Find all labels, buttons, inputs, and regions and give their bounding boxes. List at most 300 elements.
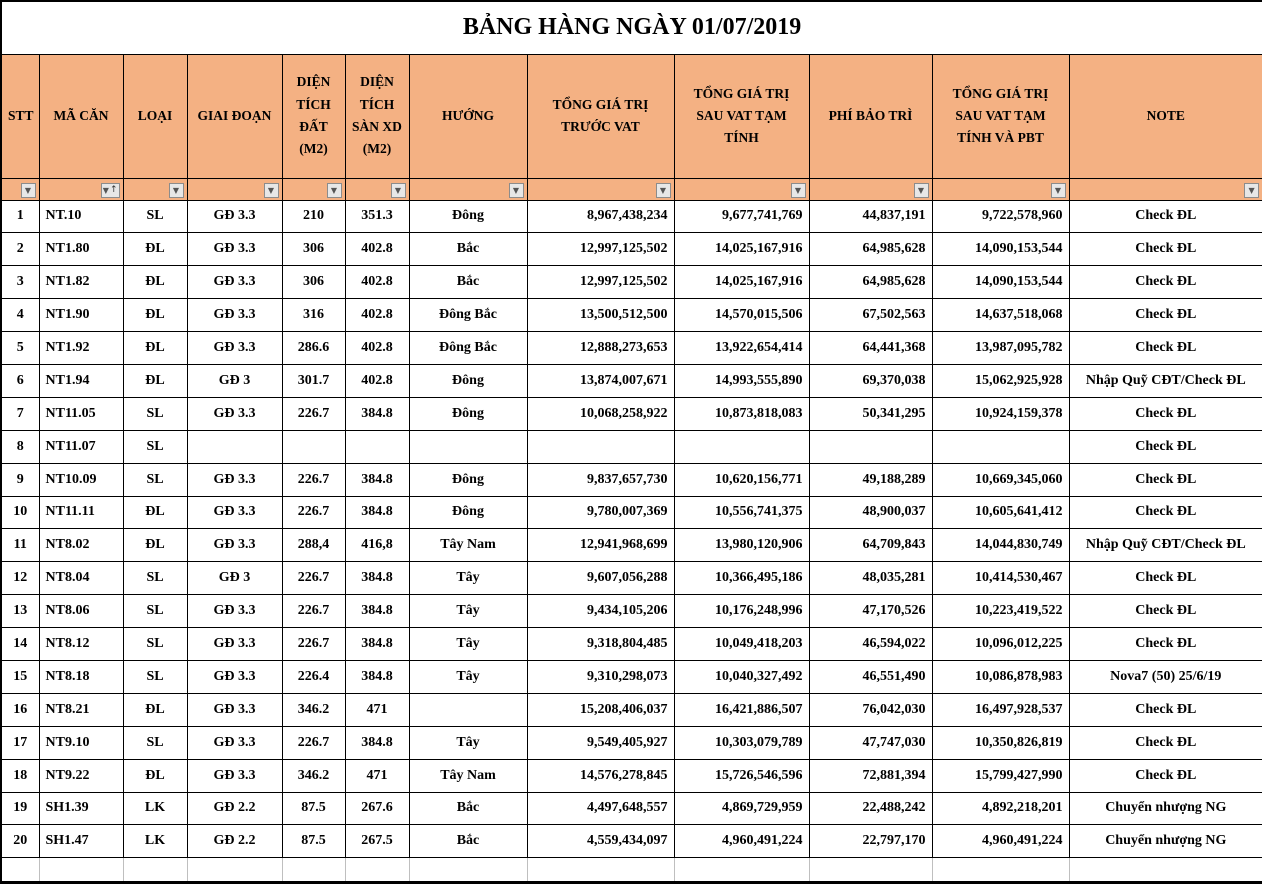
cell-giai_doan[interactable]: GĐ 3.3 [187, 726, 282, 759]
cell-sau_vat_pbt[interactable]: 10,605,641,412 [932, 496, 1069, 529]
cell-stt[interactable]: 6 [1, 364, 39, 397]
cell-loai[interactable]: SL [123, 628, 187, 661]
cell-dt_san[interactable]: 402.8 [345, 364, 409, 397]
cell-giai_doan[interactable]: GĐ 3.3 [187, 595, 282, 628]
cell-note[interactable]: Check ĐL [1069, 332, 1262, 365]
table-row [1, 660, 1262, 693]
cell-pbt[interactable]: 44,837,191 [809, 200, 932, 233]
cell-dt_san[interactable]: 384.8 [345, 660, 409, 693]
cell-sau_vat[interactable]: 14,570,015,506 [674, 299, 809, 332]
cell-sau_vat_pbt[interactable]: 15,799,427,990 [932, 759, 1069, 792]
cell-sau_vat[interactable]: 10,620,156,771 [674, 463, 809, 496]
cell-sau_vat_pbt[interactable]: 14,044,830,749 [932, 529, 1069, 562]
cell-sau_vat[interactable]: 4,869,729,959 [674, 792, 809, 825]
cell-loai[interactable]: ĐL [123, 332, 187, 365]
cell-dt_san[interactable]: 267.5 [345, 825, 409, 858]
filter-row [1, 178, 1262, 200]
cell-truoc_vat[interactable]: 8,967,438,234 [527, 200, 674, 233]
cell-note[interactable]: Check ĐL [1069, 233, 1262, 266]
cell-pbt[interactable]: 72,881,394 [809, 759, 932, 792]
empty-cell[interactable] [123, 858, 187, 883]
cell-loai[interactable]: LK [123, 825, 187, 858]
cell-ma_can[interactable]: NT8.04 [39, 562, 123, 595]
filter-dropdown-icon-dt_san[interactable]: ▼ [391, 183, 406, 198]
cell-dt_san[interactable]: 402.8 [345, 266, 409, 299]
filter-dropdown-icon-stt[interactable]: ▼ [21, 183, 36, 198]
cell-huong[interactable]: Tây [409, 595, 527, 628]
cell-sau_vat[interactable]: 10,873,818,083 [674, 397, 809, 430]
cell-dt_dat[interactable]: 226.4 [282, 660, 345, 693]
filter-dropdown-icon-note[interactable]: ▼ [1244, 183, 1259, 198]
cell-dt_san[interactable]: 384.8 [345, 397, 409, 430]
cell-stt[interactable]: 4 [1, 299, 39, 332]
cell-dt_san[interactable]: 384.8 [345, 496, 409, 529]
cell-note[interactable]: Check ĐL [1069, 299, 1262, 332]
filter-sorted-dropdown-icon-ma_can[interactable]: ▼ ↑ [101, 183, 120, 198]
cell-dt_dat[interactable]: 316 [282, 299, 345, 332]
cell-sau_vat[interactable]: 16,421,886,507 [674, 693, 809, 726]
cell-sau_vat_pbt[interactable]: 13,987,095,782 [932, 332, 1069, 365]
column-header-sau_vat: TỔNG GIÁ TRỊ SAU VAT TẠM TÍNH [674, 54, 809, 178]
cell-huong[interactable] [409, 693, 527, 726]
cell-pbt[interactable]: 22,488,242 [809, 792, 932, 825]
cell-sau_vat[interactable]: 15,726,546,596 [674, 759, 809, 792]
filter-cell-note [1069, 178, 1262, 200]
empty-row [1, 858, 1262, 883]
cell-loai[interactable]: SL [123, 726, 187, 759]
cell-truoc_vat[interactable]: 4,559,434,097 [527, 825, 674, 858]
cell-dt_san[interactable] [345, 430, 409, 463]
cell-truoc_vat[interactable]: 15,208,406,037 [527, 693, 674, 726]
cell-loai[interactable]: ĐL [123, 266, 187, 299]
cell-dt_dat[interactable]: 346.2 [282, 759, 345, 792]
cell-note[interactable]: Check ĐL [1069, 397, 1262, 430]
column-header-loai: LOẠI [123, 54, 187, 178]
cell-loai[interactable]: LK [123, 792, 187, 825]
cell-pbt[interactable] [809, 430, 932, 463]
cell-dt_san[interactable]: 384.8 [345, 595, 409, 628]
cell-truoc_vat[interactable]: 9,837,657,730 [527, 463, 674, 496]
cell-pbt[interactable]: 49,188,289 [809, 463, 932, 496]
cell-giai_doan[interactable]: GĐ 3.3 [187, 233, 282, 266]
filter-cell-sau_vat_pbt [932, 178, 1069, 200]
table-row [1, 496, 1262, 529]
cell-loai[interactable]: ĐL [123, 693, 187, 726]
cell-pbt[interactable]: 50,341,295 [809, 397, 932, 430]
cell-ma_can[interactable]: NT8.12 [39, 628, 123, 661]
column-header-sau_vat_pbt: TỔNG GIÁ TRỊ SAU VAT TẠM TÍNH VÀ PBT [932, 54, 1069, 178]
cell-huong[interactable]: Bắc [409, 233, 527, 266]
cell-sau_vat_pbt[interactable]: 14,637,518,068 [932, 299, 1069, 332]
column-header-pbt: PHÍ BẢO TRÌ [809, 54, 932, 178]
cell-pbt[interactable]: 46,551,490 [809, 660, 932, 693]
column-header-dt_san: DIỆN TÍCH SÀN XD (M2) [345, 54, 409, 178]
column-header-dt_dat: DIỆN TÍCH ĐẤT (M2) [282, 54, 345, 178]
filter-dropdown-icon-giai_doan[interactable]: ▼ [264, 183, 279, 198]
cell-giai_doan[interactable]: GĐ 3 [187, 562, 282, 595]
cell-stt[interactable]: 19 [1, 792, 39, 825]
filter-dropdown-icon-huong[interactable]: ▼ [509, 183, 524, 198]
cell-sau_vat_pbt[interactable]: 10,414,530,467 [932, 562, 1069, 595]
cell-truoc_vat[interactable] [527, 430, 674, 463]
cell-sau_vat_pbt[interactable]: 10,086,878,983 [932, 660, 1069, 693]
cell-sau_vat[interactable]: 14,025,167,916 [674, 266, 809, 299]
cell-dt_san[interactable]: 384.8 [345, 562, 409, 595]
filter-dropdown-icon-pbt[interactable]: ▼ [914, 183, 929, 198]
cell-note[interactable]: Check ĐL [1069, 463, 1262, 496]
cell-dt_dat[interactable]: 226.7 [282, 726, 345, 759]
cell-note[interactable]: Check ĐL [1069, 693, 1262, 726]
cell-giai_doan[interactable]: GĐ 3.3 [187, 660, 282, 693]
cell-ma_can[interactable]: NT10.09 [39, 463, 123, 496]
cell-pbt[interactable]: 76,042,030 [809, 693, 932, 726]
cell-pbt[interactable]: 47,747,030 [809, 726, 932, 759]
cell-giai_doan[interactable]: GĐ 3.3 [187, 693, 282, 726]
cell-dt_dat[interactable]: 286.6 [282, 332, 345, 365]
cell-giai_doan[interactable]: GĐ 3.3 [187, 200, 282, 233]
cell-ma_can[interactable]: NT1.80 [39, 233, 123, 266]
cell-ma_can[interactable]: NT11.11 [39, 496, 123, 529]
cell-dt_san[interactable]: 402.8 [345, 332, 409, 365]
cell-stt[interactable]: 13 [1, 595, 39, 628]
filter-dropdown-icon-truoc_vat[interactable]: ▼ [656, 183, 671, 198]
cell-stt[interactable]: 14 [1, 628, 39, 661]
cell-ma_can[interactable]: NT8.18 [39, 660, 123, 693]
cell-truoc_vat[interactable]: 9,780,007,369 [527, 496, 674, 529]
empty-cell[interactable] [282, 858, 345, 883]
cell-giai_doan[interactable]: GĐ 3.3 [187, 463, 282, 496]
cell-sau_vat_pbt[interactable]: 9,722,578,960 [932, 200, 1069, 233]
cell-dt_dat[interactable]: 87.5 [282, 792, 345, 825]
cell-truoc_vat[interactable]: 12,888,273,653 [527, 332, 674, 365]
cell-dt_dat[interactable]: 306 [282, 233, 345, 266]
cell-loai[interactable]: SL [123, 595, 187, 628]
cell-note[interactable]: Check ĐL [1069, 496, 1262, 529]
cell-dt_san[interactable]: 384.8 [345, 463, 409, 496]
cell-truoc_vat[interactable]: 12,997,125,502 [527, 266, 674, 299]
cell-note[interactable]: Check ĐL [1069, 595, 1262, 628]
cell-ma_can[interactable]: NT11.07 [39, 430, 123, 463]
cell-sau_vat_pbt[interactable]: 10,924,159,378 [932, 397, 1069, 430]
cell-truoc_vat[interactable]: 9,318,804,485 [527, 628, 674, 661]
empty-cell[interactable] [809, 858, 932, 883]
cell-dt_san[interactable]: 471 [345, 693, 409, 726]
cell-note[interactable]: Check ĐL [1069, 200, 1262, 233]
table-row [1, 200, 1262, 233]
cell-dt_dat[interactable]: 226.7 [282, 595, 345, 628]
cell-truoc_vat[interactable]: 4,497,648,557 [527, 792, 674, 825]
cell-note[interactable]: Check ĐL [1069, 759, 1262, 792]
empty-cell[interactable] [409, 858, 527, 883]
table-row [1, 430, 1262, 463]
cell-note[interactable]: Nhập Quỹ CĐT/Check ĐL [1069, 364, 1262, 397]
cell-pbt[interactable]: 67,502,563 [809, 299, 932, 332]
cell-sau_vat_pbt[interactable]: 10,096,012,225 [932, 628, 1069, 661]
cell-sau_vat_pbt[interactable]: 10,350,826,819 [932, 726, 1069, 759]
cell-dt_san[interactable]: 402.8 [345, 299, 409, 332]
cell-sau_vat_pbt[interactable] [932, 430, 1069, 463]
cell-giai_doan[interactable]: GĐ 3.3 [187, 299, 282, 332]
table-row [1, 332, 1262, 365]
cell-stt[interactable]: 10 [1, 496, 39, 529]
empty-cell[interactable] [527, 858, 674, 883]
cell-stt[interactable]: 1 [1, 200, 39, 233]
cell-ma_can[interactable]: NT1.82 [39, 266, 123, 299]
cell-dt_san[interactable]: 351.3 [345, 200, 409, 233]
cell-huong[interactable]: Đông Bắc [409, 299, 527, 332]
cell-dt_dat[interactable]: 210 [282, 200, 345, 233]
cell-dt_dat[interactable]: 346.2 [282, 693, 345, 726]
cell-sau_vat[interactable] [674, 430, 809, 463]
cell-sau_vat[interactable]: 10,556,741,375 [674, 496, 809, 529]
cell-pbt[interactable]: 48,900,037 [809, 496, 932, 529]
cell-dt_san[interactable]: 471 [345, 759, 409, 792]
cell-loai[interactable]: ĐL [123, 529, 187, 562]
cell-pbt[interactable]: 64,985,628 [809, 233, 932, 266]
cell-stt[interactable]: 20 [1, 825, 39, 858]
cell-dt_dat[interactable]: 301.7 [282, 364, 345, 397]
cell-dt_san[interactable]: 267.6 [345, 792, 409, 825]
cell-huong[interactable]: Đông [409, 364, 527, 397]
table-row [1, 693, 1262, 726]
filter-dropdown-icon-loai[interactable]: ▼ [169, 183, 184, 198]
table-row [1, 529, 1262, 562]
cell-dt_dat[interactable]: 226.7 [282, 562, 345, 595]
cell-ma_can[interactable]: NT11.05 [39, 397, 123, 430]
cell-note[interactable]: Check ĐL [1069, 562, 1262, 595]
cell-sau_vat[interactable]: 14,993,555,890 [674, 364, 809, 397]
cell-huong[interactable]: Đông [409, 200, 527, 233]
cell-giai_doan[interactable]: GĐ 3.3 [187, 496, 282, 529]
cell-note[interactable]: Check ĐL [1069, 628, 1262, 661]
cell-stt[interactable]: 8 [1, 430, 39, 463]
cell-loai[interactable]: SL [123, 430, 187, 463]
cell-stt[interactable]: 16 [1, 693, 39, 726]
cell-dt_san[interactable]: 384.8 [345, 726, 409, 759]
cell-truoc_vat[interactable]: 12,997,125,502 [527, 233, 674, 266]
cell-ma_can[interactable]: NT8.06 [39, 595, 123, 628]
cell-sau_vat[interactable]: 10,366,495,186 [674, 562, 809, 595]
cell-stt[interactable]: 2 [1, 233, 39, 266]
cell-sau_vat_pbt[interactable]: 14,090,153,544 [932, 266, 1069, 299]
cell-loai[interactable]: ĐL [123, 364, 187, 397]
cell-sau_vat_pbt[interactable]: 15,062,925,928 [932, 364, 1069, 397]
cell-loai[interactable]: SL [123, 463, 187, 496]
filter-dropdown-icon-sau_vat_pbt[interactable]: ▼ [1051, 183, 1066, 198]
filter-dropdown-icon-dt_dat[interactable]: ▼ [327, 183, 342, 198]
filter-cell-giai_doan [187, 178, 282, 200]
cell-note[interactable]: Check ĐL [1069, 266, 1262, 299]
cell-sau_vat[interactable]: 9,677,741,769 [674, 200, 809, 233]
cell-stt[interactable]: 9 [1, 463, 39, 496]
cell-stt[interactable]: 11 [1, 529, 39, 562]
cell-sau_vat_pbt[interactable]: 14,090,153,544 [932, 233, 1069, 266]
cell-sau_vat[interactable]: 13,980,120,906 [674, 529, 809, 562]
cell-sau_vat[interactable]: 10,176,248,996 [674, 595, 809, 628]
cell-ma_can[interactable]: NT.10 [39, 200, 123, 233]
cell-giai_doan[interactable]: GĐ 3.3 [187, 266, 282, 299]
cell-truoc_vat[interactable]: 14,576,278,845 [527, 759, 674, 792]
empty-cell[interactable] [39, 858, 123, 883]
cell-sau_vat[interactable]: 10,049,418,203 [674, 628, 809, 661]
cell-loai[interactable]: SL [123, 562, 187, 595]
column-header-note: NOTE [1069, 54, 1262, 178]
cell-stt[interactable]: 18 [1, 759, 39, 792]
table-row [1, 299, 1262, 332]
cell-note[interactable]: Nova7 (50) 25/6/19 [1069, 660, 1262, 693]
column-header-giai_doan: GIAI ĐOẠN [187, 54, 282, 178]
cell-truoc_vat[interactable]: 13,874,007,671 [527, 364, 674, 397]
cell-note[interactable]: Chuyển nhượng NG [1069, 825, 1262, 858]
cell-sau_vat_pbt[interactable]: 10,223,419,522 [932, 595, 1069, 628]
cell-sau_vat_pbt[interactable]: 4,960,491,224 [932, 825, 1069, 858]
cell-dt_dat[interactable]: 226.7 [282, 463, 345, 496]
table-row [1, 628, 1262, 661]
column-header-stt: STT [1, 54, 39, 178]
cell-giai_doan[interactable]: GĐ 3.3 [187, 628, 282, 661]
cell-loai[interactable]: SL [123, 200, 187, 233]
cell-truoc_vat[interactable]: 9,607,056,288 [527, 562, 674, 595]
cell-dt_dat[interactable]: 226.7 [282, 496, 345, 529]
cell-ma_can[interactable]: NT1.90 [39, 299, 123, 332]
cell-pbt[interactable]: 48,035,281 [809, 562, 932, 595]
cell-giai_doan[interactable]: GĐ 3.3 [187, 759, 282, 792]
cell-ma_can[interactable]: NT1.92 [39, 332, 123, 365]
cell-giai_doan[interactable]: GĐ 3.3 [187, 397, 282, 430]
cell-huong[interactable]: Bắc [409, 792, 527, 825]
cell-huong[interactable]: Bắc [409, 266, 527, 299]
cell-huong[interactable] [409, 430, 527, 463]
empty-cell[interactable] [345, 858, 409, 883]
cell-dt_dat[interactable] [282, 430, 345, 463]
cell-giai_doan[interactable] [187, 430, 282, 463]
cell-loai[interactable]: ĐL [123, 299, 187, 332]
cell-giai_doan[interactable]: GĐ 3.3 [187, 529, 282, 562]
cell-giai_doan[interactable]: GĐ 2.2 [187, 825, 282, 858]
cell-dt_dat[interactable]: 226.7 [282, 397, 345, 430]
cell-pbt[interactable]: 64,441,368 [809, 332, 932, 365]
cell-dt_san[interactable]: 384.8 [345, 628, 409, 661]
filter-dropdown-icon-sau_vat[interactable]: ▼ [791, 183, 806, 198]
cell-dt_dat[interactable]: 306 [282, 266, 345, 299]
cell-loai[interactable]: ĐL [123, 496, 187, 529]
cell-huong[interactable]: Tây [409, 628, 527, 661]
cell-note[interactable]: Nhập Quỹ CĐT/Check ĐL [1069, 529, 1262, 562]
column-header-ma_can: MÃ CĂN [39, 54, 123, 178]
cell-truoc_vat[interactable]: 9,434,105,206 [527, 595, 674, 628]
cell-loai[interactable]: ĐL [123, 759, 187, 792]
cell-huong[interactable]: Tây [409, 562, 527, 595]
cell-pbt[interactable]: 69,370,038 [809, 364, 932, 397]
cell-note[interactable]: Check ĐL [1069, 430, 1262, 463]
cell-pbt[interactable]: 46,594,022 [809, 628, 932, 661]
cell-ma_can[interactable]: SH1.39 [39, 792, 123, 825]
cell-sau_vat[interactable]: 13,922,654,414 [674, 332, 809, 365]
cell-dt_san[interactable]: 402.8 [345, 233, 409, 266]
cell-huong[interactable]: Tây Nam [409, 529, 527, 562]
cell-truoc_vat[interactable]: 9,310,298,073 [527, 660, 674, 693]
cell-truoc_vat[interactable]: 12,941,968,699 [527, 529, 674, 562]
cell-note[interactable]: Chuyển nhượng NG [1069, 792, 1262, 825]
cell-truoc_vat[interactable]: 13,500,512,500 [527, 299, 674, 332]
cell-sau_vat_pbt[interactable]: 16,497,928,537 [932, 693, 1069, 726]
cell-ma_can[interactable]: SH1.47 [39, 825, 123, 858]
empty-cell[interactable] [1, 858, 39, 883]
cell-truoc_vat[interactable]: 10,068,258,922 [527, 397, 674, 430]
cell-huong[interactable]: Đông [409, 463, 527, 496]
filter-cell-stt [1, 178, 39, 200]
cell-giai_doan[interactable]: GĐ 2.2 [187, 792, 282, 825]
cell-stt[interactable]: 12 [1, 562, 39, 595]
cell-dt_dat[interactable]: 288,4 [282, 529, 345, 562]
cell-huong[interactable]: Tây [409, 660, 527, 693]
empty-cell[interactable] [674, 858, 809, 883]
cell-huong[interactable]: Tây [409, 726, 527, 759]
cell-loai[interactable]: ĐL [123, 233, 187, 266]
cell-truoc_vat[interactable]: 9,549,405,927 [527, 726, 674, 759]
cell-dt_dat[interactable]: 87.5 [282, 825, 345, 858]
filter-cell-dt_san [345, 178, 409, 200]
cell-sau_vat_pbt[interactable]: 10,669,345,060 [932, 463, 1069, 496]
cell-loai[interactable]: SL [123, 397, 187, 430]
cell-giai_doan[interactable]: GĐ 3 [187, 364, 282, 397]
cell-pbt[interactable]: 22,797,170 [809, 825, 932, 858]
empty-cell[interactable] [1069, 858, 1262, 883]
cell-pbt[interactable]: 64,709,843 [809, 529, 932, 562]
cell-sau_vat_pbt[interactable]: 4,892,218,201 [932, 792, 1069, 825]
cell-note[interactable]: Check ĐL [1069, 726, 1262, 759]
cell-ma_can[interactable]: NT9.22 [39, 759, 123, 792]
cell-stt[interactable]: 15 [1, 660, 39, 693]
cell-sau_vat[interactable]: 4,960,491,224 [674, 825, 809, 858]
table-row [1, 266, 1262, 299]
cell-ma_can[interactable]: NT8.02 [39, 529, 123, 562]
title-row [1, 1, 1262, 54]
cell-huong[interactable]: Tây Nam [409, 759, 527, 792]
table-row [1, 825, 1262, 858]
cell-sau_vat[interactable]: 10,040,327,492 [674, 660, 809, 693]
empty-cell[interactable] [187, 858, 282, 883]
cell-sau_vat[interactable]: 10,303,079,789 [674, 726, 809, 759]
cell-stt[interactable]: 7 [1, 397, 39, 430]
column-header-huong: HƯỚNG [409, 54, 527, 178]
cell-dt_dat[interactable]: 226.7 [282, 628, 345, 661]
empty-cell[interactable] [932, 858, 1069, 883]
table-row [1, 759, 1262, 792]
cell-pbt[interactable]: 47,170,526 [809, 595, 932, 628]
cell-huong[interactable]: Đông [409, 496, 527, 529]
cell-stt[interactable]: 17 [1, 726, 39, 759]
cell-ma_can[interactable]: NT8.21 [39, 693, 123, 726]
cell-pbt[interactable]: 64,985,628 [809, 266, 932, 299]
cell-giai_doan[interactable]: GĐ 3.3 [187, 332, 282, 365]
cell-huong[interactable]: Bắc [409, 825, 527, 858]
cell-stt[interactable]: 3 [1, 266, 39, 299]
cell-ma_can[interactable]: NT9.10 [39, 726, 123, 759]
cell-huong[interactable]: Đông Bắc [409, 332, 527, 365]
cell-huong[interactable]: Đông [409, 397, 527, 430]
cell-dt_san[interactable]: 416,8 [345, 529, 409, 562]
cell-sau_vat[interactable]: 14,025,167,916 [674, 233, 809, 266]
cell-stt[interactable]: 5 [1, 332, 39, 365]
header-row [1, 54, 1262, 178]
table-row [1, 595, 1262, 628]
table-row [1, 397, 1262, 430]
filter-cell-dt_dat [282, 178, 345, 200]
cell-loai[interactable]: SL [123, 660, 187, 693]
cell-ma_can[interactable]: NT1.94 [39, 364, 123, 397]
filter-cell-ma_can [39, 178, 123, 200]
